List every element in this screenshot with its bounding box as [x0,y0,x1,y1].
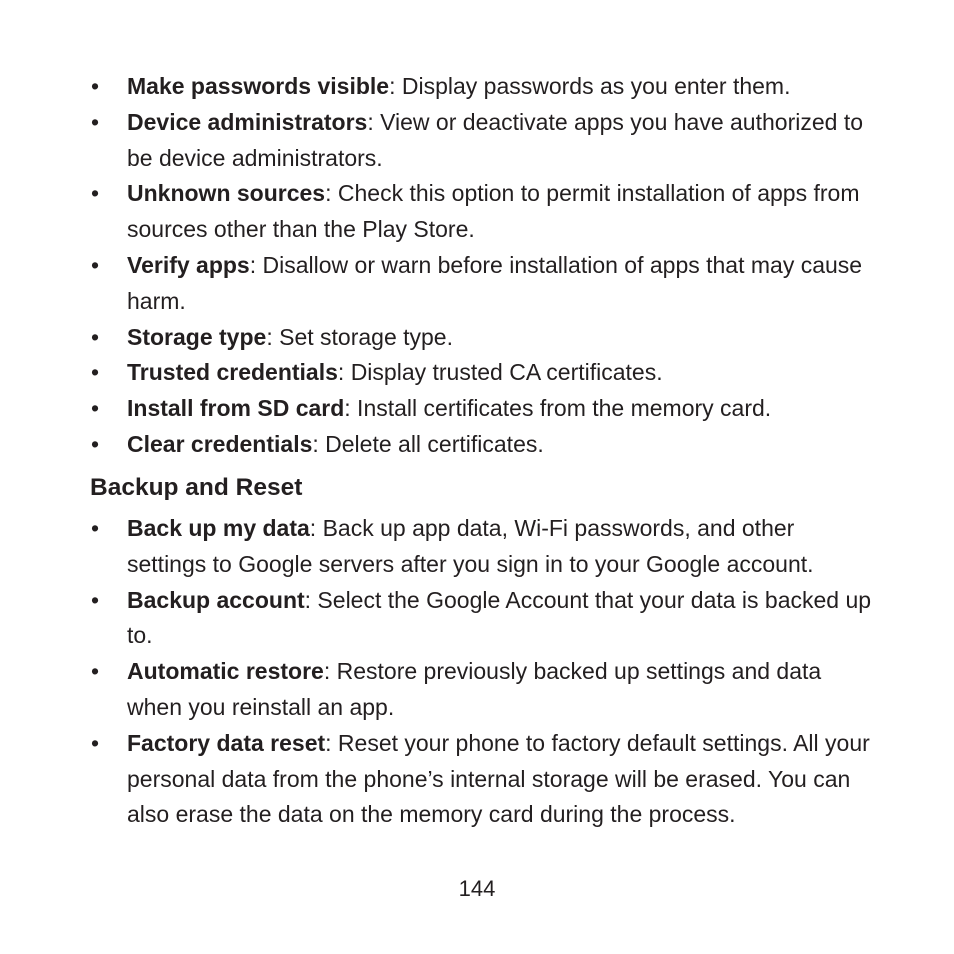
item-term: Unknown sources [127,180,326,207]
bullet: • [90,395,100,422]
page-number: 144 [458,876,496,901]
item-term: Storage type [127,323,267,350]
list-item [0,176,954,248]
item-description: : Disallow or warn before installation of apps that may cause harm. [127,251,863,314]
item-term: Back up my data [127,515,310,541]
section-heading: Backup and Reset [90,474,303,501]
item-description: : Restore previously backed up settings and data when you reinstall an app. [127,658,822,720]
backup-settings-list [0,511,954,833]
bullet: • [90,729,100,756]
item-term: Device administrators [127,108,368,135]
bullet: • [90,251,100,278]
bullet: • [90,323,100,350]
item-description: : Delete all certificates. [312,430,544,457]
item-term: Automatic restore [127,658,324,685]
list-item [0,69,954,105]
list-item [0,511,954,583]
bullet: • [90,515,100,541]
bullet: • [90,658,100,685]
list-item [0,248,954,320]
item-description: : Install certificates from the memory card. [344,395,772,422]
list-item [0,427,954,463]
item-description: : Reset your phone to factory default settings. All your personal data from the phone’s internal storage will be erased. You can also erase the data on the memory card during the process. [127,729,870,828]
list-item [0,583,954,655]
bullet: • [90,430,100,457]
item-description: : Check this option to permit installation of apps from sources other than the Play Store. [127,180,860,243]
item-term: Install from SD card [127,395,345,422]
list-item [0,391,954,427]
item-description: : Set storage type. [266,323,453,350]
list-item [0,355,954,391]
security-settings-list [0,69,954,463]
item-description: : Back up app data, Wi-Fi passwords, and other settings to Google servers after you sign in to your Google account. [127,515,814,577]
bullet: • [90,586,100,613]
item-term: Factory data reset [127,729,326,756]
list-item [0,320,954,356]
bullet: • [90,180,100,207]
item-description: : View or deactivate apps you have authorized to be device administrators. [127,108,863,171]
list-item [0,654,954,726]
item-term: Verify apps [127,251,250,278]
item-term: Trusted credentials [127,359,338,386]
list-item [0,726,954,833]
bullet: • [90,73,100,99]
bullet: • [90,359,100,386]
item-description: : Select the Google Account that your data is backed up to. [127,586,872,649]
item-description: : Display trusted CA certificates. [337,359,663,386]
item-term: Make passwords visible [127,73,390,99]
item-term: Clear credentials [127,430,313,457]
bullet: • [90,108,100,135]
list-item [0,105,954,177]
item-description: : Display passwords as you enter them. [389,73,791,99]
item-term: Backup account [127,586,305,613]
